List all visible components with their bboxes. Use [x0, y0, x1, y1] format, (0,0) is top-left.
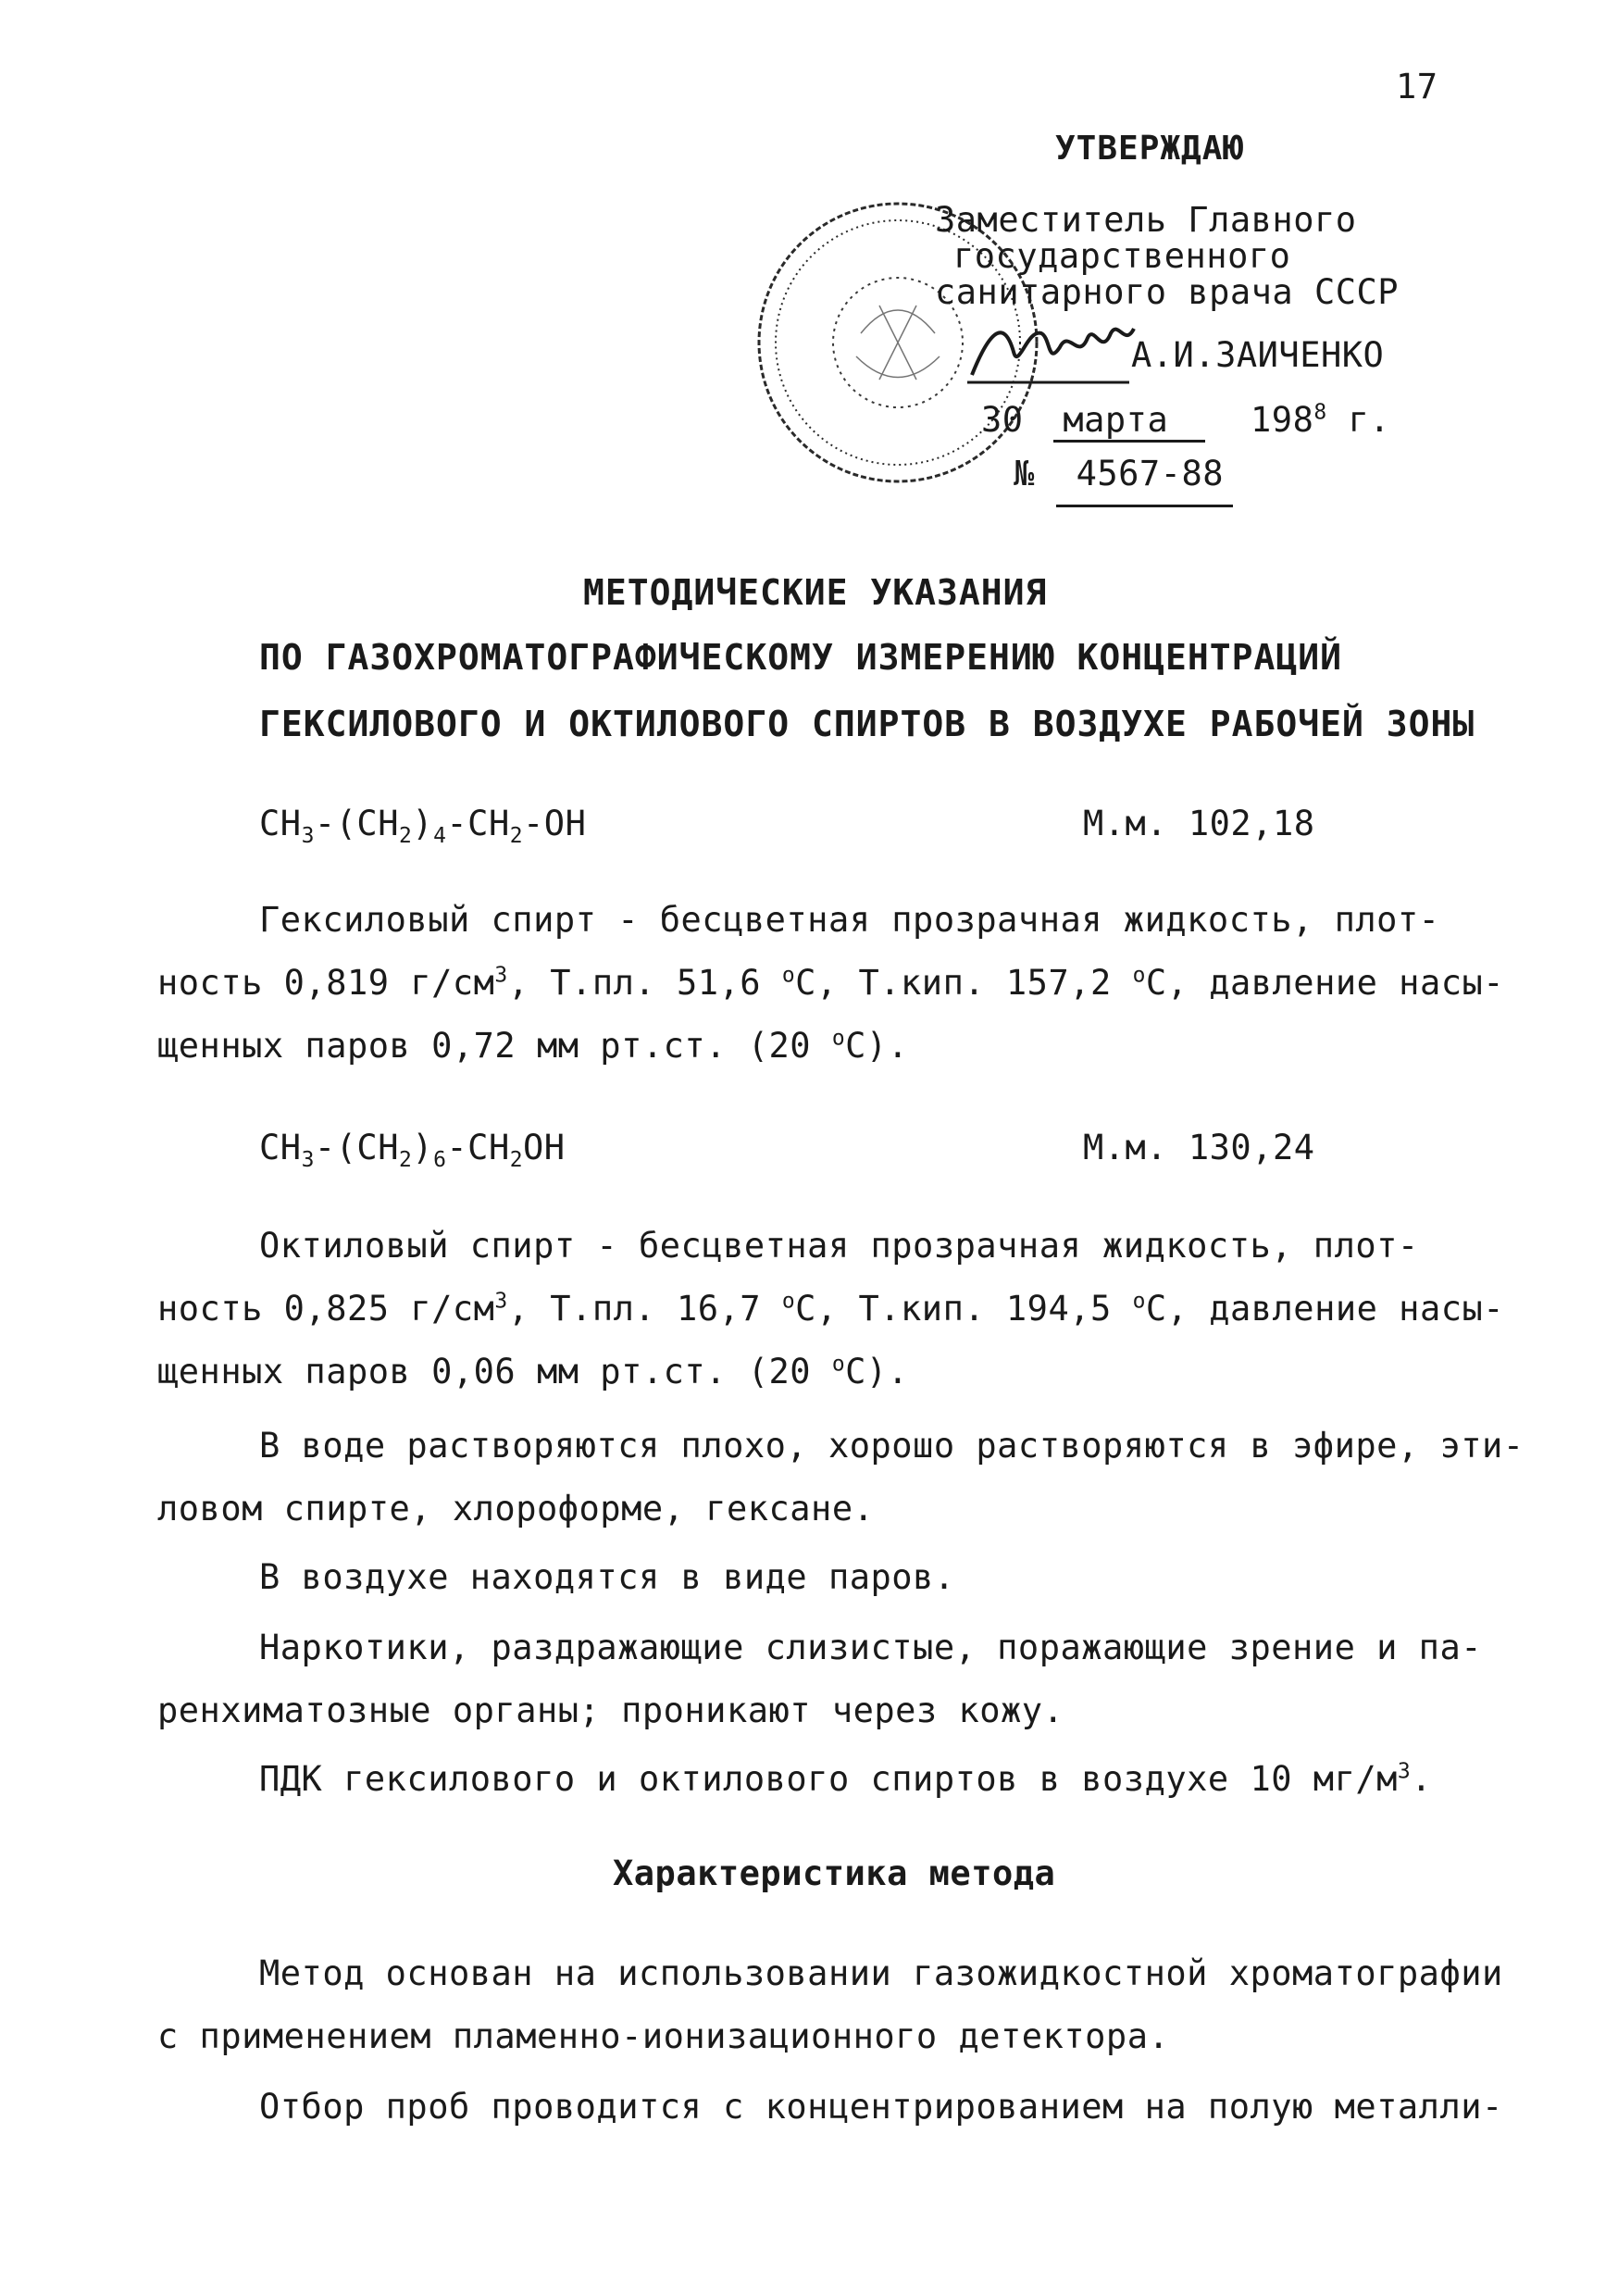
approval-number: № 4567-88 — [1014, 454, 1233, 507]
document-title-line3: ГЕКСИЛОВОГО И ОКТИЛОВОГО СПИРТОВ В ВОЗДУХЕ РАБОЧЕЙ ЗОНЫ — [259, 704, 1475, 744]
document-title-line1: МЕТОДИЧЕСКИЕ УКАЗАНИЯ — [583, 572, 1048, 613]
octanol-text-line2: ность 0,825 $г/см^3$, Т.пл. 16,7 $^o$С, Т.кип. 194,5 $^o$С, давление насы- — [157, 1289, 1505, 1329]
approver-name: А.И.ЗАИЧЕНКО — [1131, 335, 1385, 375]
document-title-line2: ПО ГАЗОХРОМАТОГРАФИЧЕСКОМУ ИЗМЕРЕНИЮ КОНЦЕНТРАЦИЙ — [259, 637, 1343, 678]
octanol-text-line3: щенных паров 0,06 мм рт.ст. (20 $^o$С). — [157, 1352, 909, 1391]
approval-date: 30 марта $198^8$ г. — [981, 400, 1390, 443]
signature — [963, 310, 1139, 389]
octanol-text-line1: Октиловый спирт - бесцветная прозрачная жидкость, плот- — [259, 1226, 1419, 1266]
approval-line3: санитарного врача СССР — [935, 272, 1400, 312]
solubility-line2: ловом спирте, хлороформе, гексане. — [157, 1489, 875, 1529]
hexanol-molar-mass: М.м. 102,18 — [1083, 804, 1315, 843]
hexanol-text-line3: щенных паров 0,72 мм рт.ст. (20 $^o$С). — [157, 1026, 909, 1066]
hexanol-text-line2: ность 0,819 $г/см^3$, Т.пл. 51,6 $^o$С, Т.кип. 157,2 $^o$С, давление насы- — [157, 963, 1505, 1003]
hexanol-text-line1: Гексиловый спирт - бесцветная прозрачная жидкость, плот- — [259, 900, 1440, 940]
approval-heading: УТВЕРЖДАЮ — [1055, 130, 1245, 168]
hexanol-formula: $CH_3-(CH_2)_4-CH_2-OH$ — [259, 804, 587, 849]
effect-line1: Наркотики, раздражающие слизистые, поражающие зрение и па- — [259, 1628, 1483, 1667]
section-heading: Характеристика метода — [613, 1853, 1056, 1893]
state-line: В воздухе находятся в виде паров. — [259, 1557, 955, 1597]
approval-line2: государственного — [953, 236, 1291, 276]
method-line1: Метод основан на использовании газожидкостной хроматографии — [259, 1953, 1503, 1993]
octanol-formula: $CH_3-(CH_2)_6-CH_2OH$ — [259, 1128, 566, 1173]
octanol-molar-mass: М.м. 130,24 — [1083, 1128, 1315, 1167]
solubility-line1: В воде растворяются плохо, хорошо растворяются в эфире, эти- — [259, 1426, 1525, 1466]
effect-line2: ренхиматозные органы; проникают через кожу. — [157, 1691, 1064, 1730]
method-line2: с применением пламенно-ионизационного детектора. — [157, 2016, 1170, 2056]
pdk-line: ПДК гексилового и октилового спиртов в воздухе 10 $мг/м^3$. — [259, 1759, 1432, 1799]
sampling-line1: Отбор проб проводится с концентрированием на полую металли- — [259, 2087, 1503, 2127]
page-number: 17 — [1396, 67, 1438, 106]
approval-line1: Заместитель Главного — [935, 200, 1357, 240]
